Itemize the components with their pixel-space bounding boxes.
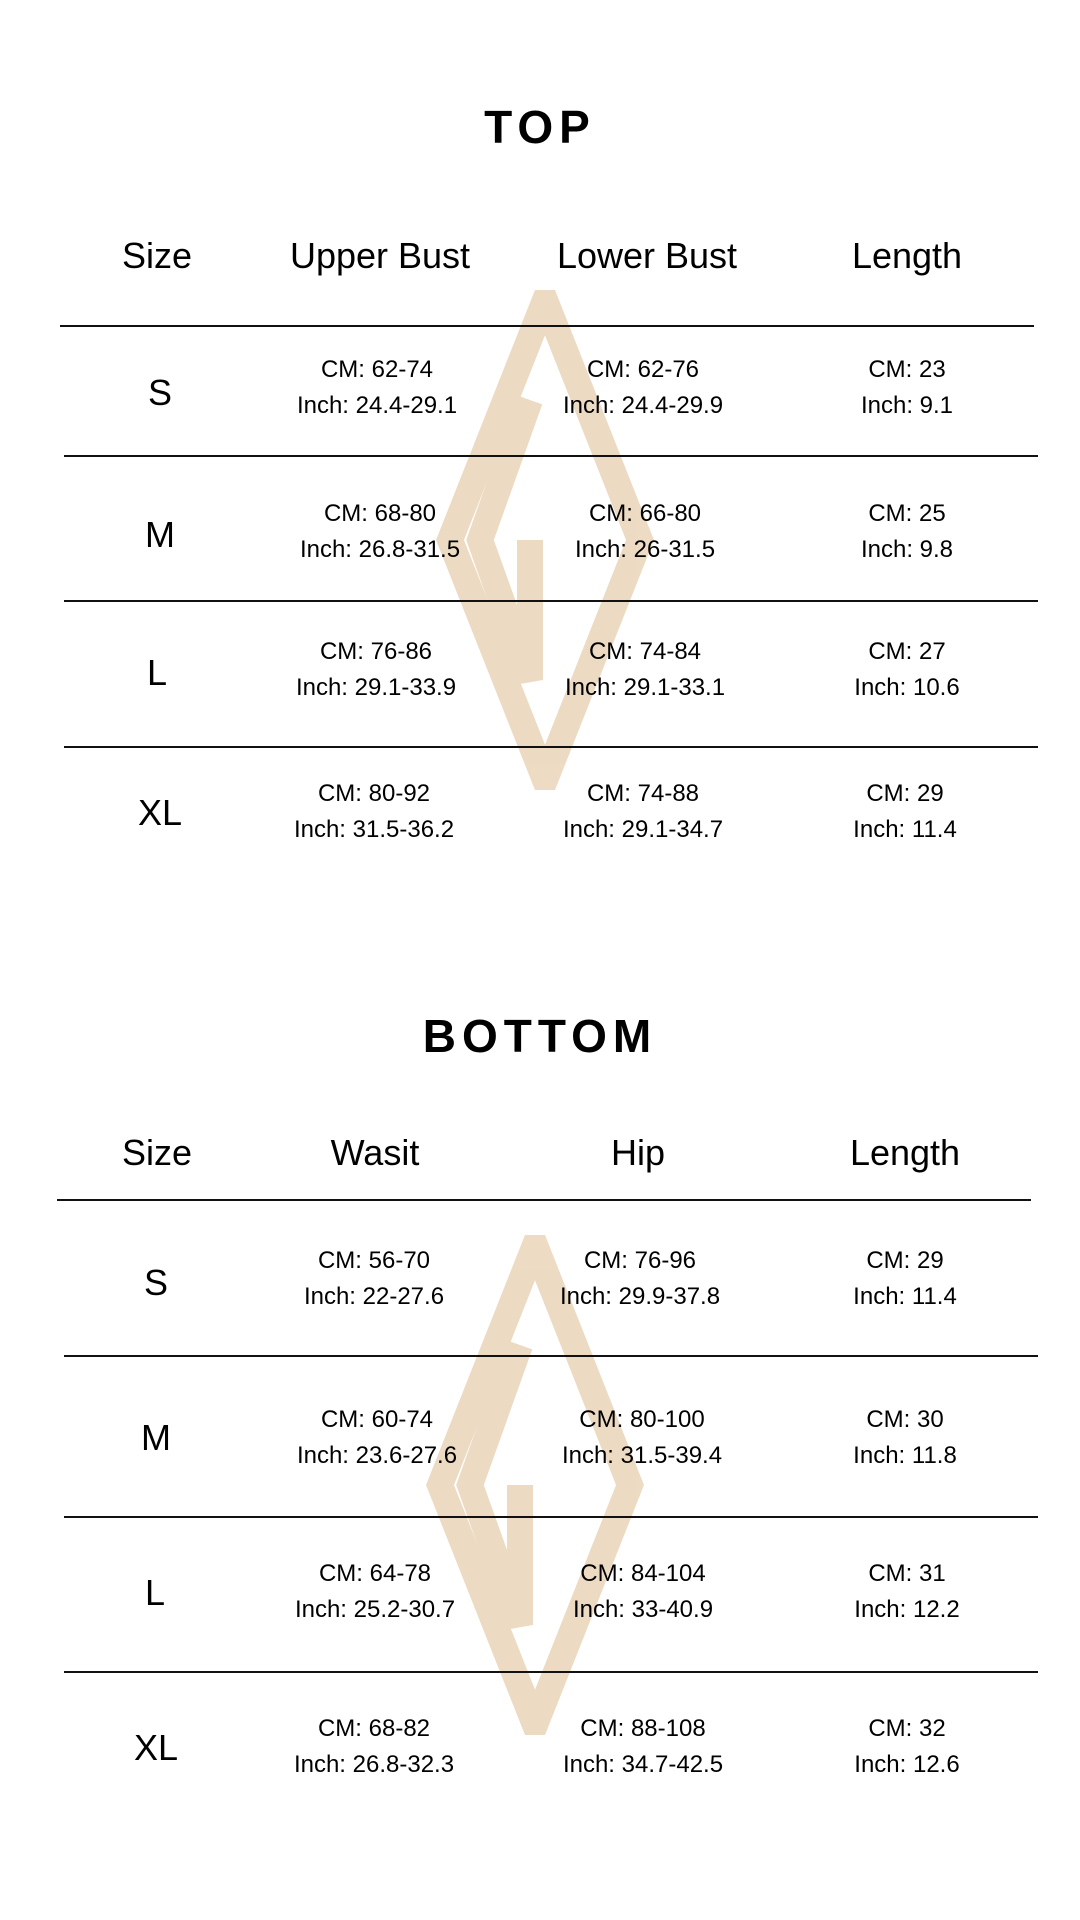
waist-cell: CM: 68-82 Inch: 26.8-32.3 (293, 1715, 455, 1778)
header-hip: Hip (610, 1132, 666, 1173)
length-cell: CM: 31 Inch: 12.2 (854, 1560, 960, 1623)
header-divider (57, 1199, 1031, 1201)
length-cell: CM: 27 Inch: 10.6 (854, 638, 960, 701)
lower-bust-cell: CM: 66-80 Inch: 26-31.5 (574, 500, 716, 563)
length-cell: CM: 25 Inch: 9.8 (860, 500, 954, 563)
size-label: M (141, 1417, 171, 1458)
header-upper-bust: Upper Bust (289, 235, 471, 276)
waist-cell: CM: 64-78 Inch: 25.2-30.7 (294, 1560, 456, 1623)
hip-cell: CM: 76-96 Inch: 29.9-37.8 (559, 1247, 721, 1310)
row-divider (64, 1671, 1038, 1673)
bottom-title: BOTTOM (422, 1010, 658, 1062)
header-length: Length (849, 1132, 961, 1173)
upper-bust-cell: CM: 62-74 Inch: 24.4-29.1 (296, 356, 458, 419)
waist-cell: CM: 60-74 Inch: 23.6-27.6 (296, 1406, 458, 1469)
hip-cell: CM: 84-104 Inch: 33-40.9 (572, 1560, 714, 1623)
header-size: Size (121, 1132, 193, 1173)
waist-cell: CM: 56-70 Inch: 22-27.6 (303, 1247, 445, 1310)
length-cell: CM: 29 Inch: 11.4 (853, 780, 957, 843)
size-label: XL (137, 792, 183, 833)
size-label: S (143, 1262, 169, 1303)
top-title: TOP (484, 101, 596, 153)
header-size: Size (121, 235, 193, 276)
size-label: L (144, 1572, 166, 1613)
size-label: M (145, 514, 175, 555)
upper-bust-cell: CM: 68-80 Inch: 26.8-31.5 (299, 500, 461, 563)
hip-cell: CM: 80-100 Inch: 31.5-39.4 (561, 1406, 723, 1469)
length-cell: CM: 30 Inch: 11.8 (853, 1406, 957, 1469)
lower-bust-cell: CM: 74-88 Inch: 29.1-34.7 (562, 780, 724, 843)
row-divider (64, 1516, 1038, 1518)
hip-cell: CM: 88-108 Inch: 34.7-42.5 (562, 1715, 724, 1778)
size-label: L (146, 652, 168, 693)
length-cell: CM: 32 Inch: 12.6 (854, 1715, 960, 1778)
upper-bust-cell: CM: 76-86 Inch: 29.1-33.9 (295, 638, 457, 701)
header-waist: Wasit (330, 1132, 420, 1173)
header-lower-bust: Lower Bust (556, 235, 738, 276)
size-label: S (147, 372, 173, 413)
lower-bust-cell: CM: 62-76 Inch: 24.4-29.9 (562, 356, 724, 419)
row-divider (64, 1355, 1038, 1357)
lower-bust-cell: CM: 74-84 Inch: 29.1-33.1 (564, 638, 726, 701)
length-cell: CM: 23 Inch: 9.1 (860, 356, 954, 419)
header-length: Length (851, 235, 963, 276)
upper-bust-cell: CM: 80-92 Inch: 31.5-36.2 (293, 780, 455, 843)
length-cell: CM: 29 Inch: 11.4 (853, 1247, 957, 1310)
size-label: XL (133, 1727, 179, 1768)
